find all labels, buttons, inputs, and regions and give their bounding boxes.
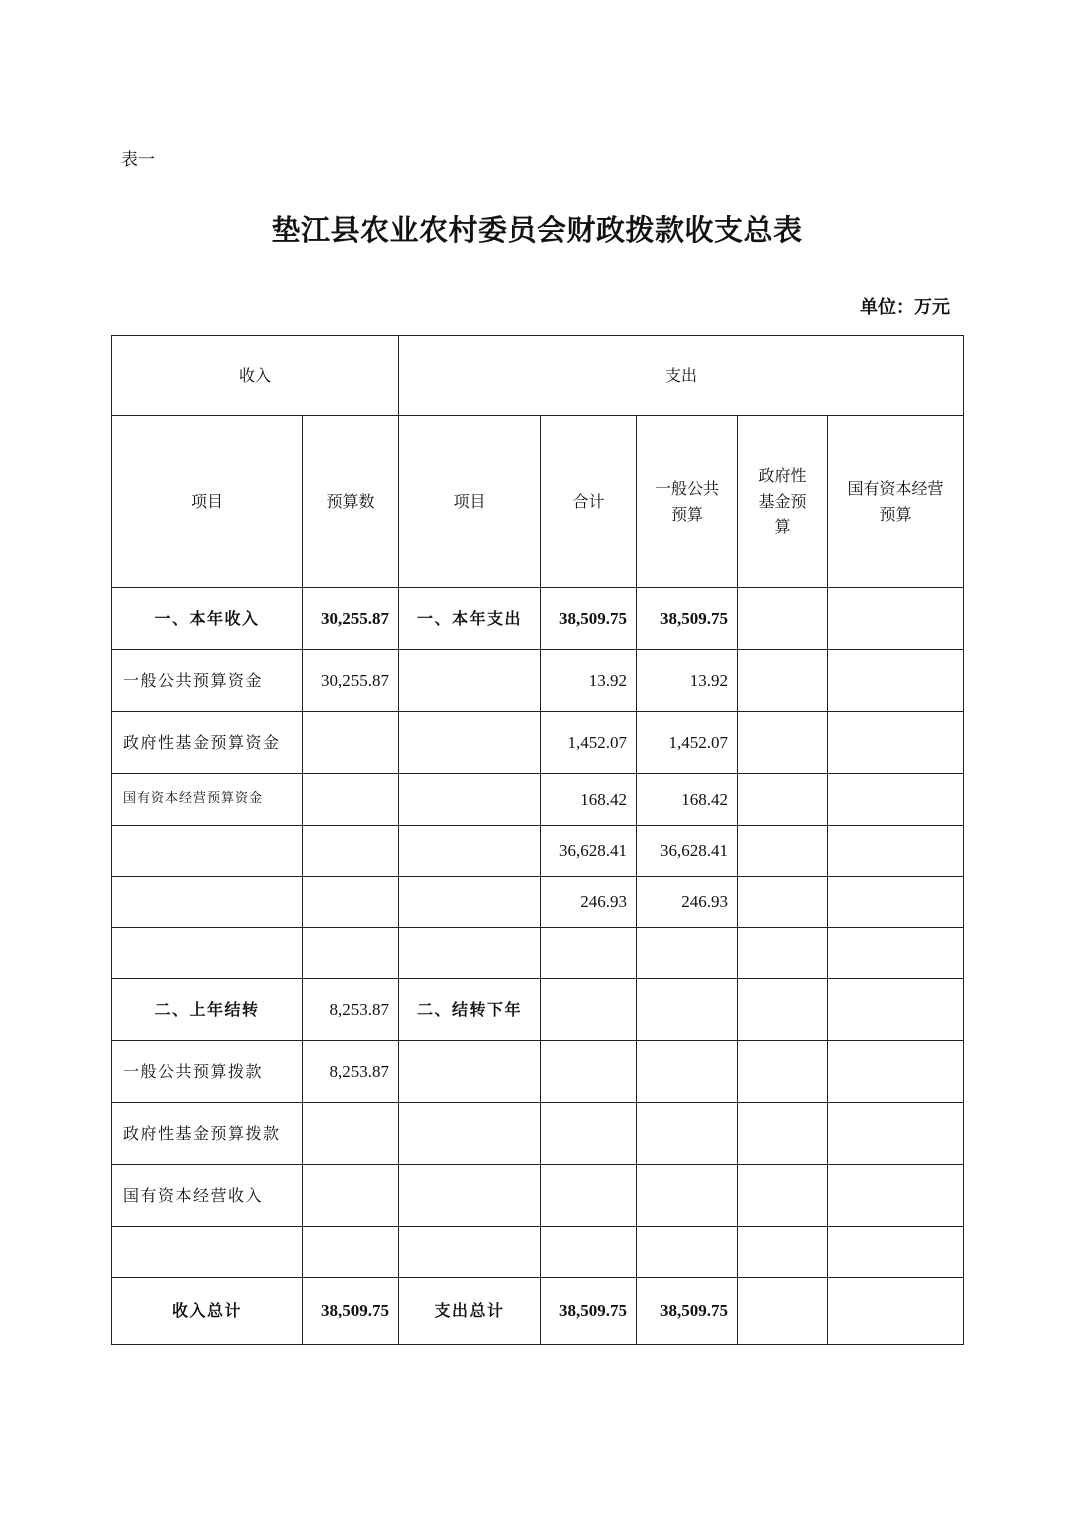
table-row (112, 774, 964, 826)
income-item-cell: 一、本年收入 (112, 588, 303, 650)
expense-total-cell: 36,628.41 (541, 826, 637, 877)
expense-item-cell: 二、结转下年 (399, 979, 541, 1041)
income-item-header: 项目 (112, 416, 303, 588)
expense-gov-fund-cell (738, 1103, 828, 1165)
expense-state-capital-cell (828, 877, 964, 928)
income-budget-cell: 8,253.87 (303, 1041, 399, 1103)
expense-total-cell (541, 979, 637, 1041)
total-row (112, 1278, 964, 1345)
expense-state-capital-total-value (828, 1278, 964, 1345)
expense-general-cell: 1,452.07 (637, 712, 738, 774)
expense-state-capital-cell (828, 712, 964, 774)
expense-general-cell (637, 928, 738, 979)
expense-item-cell (399, 650, 541, 712)
expense-gov-fund-cell (738, 877, 828, 928)
expense-item-cell (399, 1103, 541, 1165)
expense-item-cell (399, 826, 541, 877)
table-label: 表一 (121, 150, 155, 170)
income-budget-cell: 8,253.87 (303, 979, 399, 1041)
expense-state-capital-header: 国有资本经营 预算 (828, 416, 964, 588)
expense-total-header: 合计 (541, 416, 637, 588)
expense-state-capital-cell (828, 826, 964, 877)
table-row (112, 877, 964, 928)
income-budget-cell (303, 928, 399, 979)
expense-general-cell (637, 979, 738, 1041)
table-row (112, 1165, 964, 1227)
expense-total-cell: 13.92 (541, 650, 637, 712)
expense-gov-fund-cell (738, 826, 828, 877)
income-budget-cell (303, 1227, 399, 1278)
income-item-cell (112, 826, 303, 877)
expense-total-cell (541, 1041, 637, 1103)
table-row (112, 588, 964, 650)
expense-gov-fund-cell (738, 928, 828, 979)
expense-general-cell (637, 1103, 738, 1165)
income-budget-cell: 30,255.87 (303, 650, 399, 712)
expense-state-capital-cell (828, 650, 964, 712)
income-budget-cell (303, 877, 399, 928)
expense-gov-fund-cell (738, 650, 828, 712)
expense-item-cell (399, 1041, 541, 1103)
expense-total-value: 38,509.75 (541, 1278, 637, 1345)
table-row (112, 928, 964, 979)
income-item-cell (112, 877, 303, 928)
expense-general-cell: 13.92 (637, 650, 738, 712)
income-item-cell (112, 1227, 303, 1278)
expense-total-cell: 1,452.07 (541, 712, 637, 774)
expense-gov-fund-total-value (738, 1278, 828, 1345)
expense-general-cell: 38,509.75 (637, 588, 738, 650)
table-row (112, 712, 964, 774)
income-item-cell: 国有资本经营预算资金 (112, 774, 303, 826)
expense-gov-fund-cell (738, 712, 828, 774)
column-header-row (112, 416, 964, 588)
expense-item-cell: 一、本年支出 (399, 588, 541, 650)
income-item-cell: 政府性基金预算资金 (112, 712, 303, 774)
expense-gov-fund-cell (738, 588, 828, 650)
document-title: 垫江县农业农村委员会财政拨款收支总表 (271, 213, 803, 247)
expense-general-total-value: 38,509.75 (637, 1278, 738, 1345)
income-budget-cell (303, 1103, 399, 1165)
expense-total-cell: 168.42 (541, 774, 637, 826)
expense-state-capital-cell (828, 928, 964, 979)
table-row (112, 826, 964, 877)
expense-total-cell (541, 928, 637, 979)
table-row (112, 979, 964, 1041)
income-budget-cell: 30,255.87 (303, 588, 399, 650)
expense-item-cell (399, 1227, 541, 1278)
expense-state-capital-cell (828, 1103, 964, 1165)
expense-total-label: 支出总计 (399, 1278, 541, 1345)
income-budget-header: 预算数 (303, 416, 399, 588)
expense-total-cell (541, 1227, 637, 1278)
income-total-value: 38,509.75 (303, 1278, 399, 1345)
expense-gov-fund-cell (738, 774, 828, 826)
expense-total-cell (541, 1103, 637, 1165)
expense-item-cell (399, 712, 541, 774)
expense-item-cell (399, 877, 541, 928)
income-budget-cell (303, 712, 399, 774)
unit-note: 单位：万元 (860, 297, 950, 318)
expense-state-capital-cell (828, 1227, 964, 1278)
income-item-cell: 政府性基金预算拨款 (112, 1103, 303, 1165)
expense-general-cell (637, 1165, 738, 1227)
table-row (112, 1103, 964, 1165)
budget-table (111, 335, 964, 1345)
expense-general-cell: 36,628.41 (637, 826, 738, 877)
expense-total-cell: 246.93 (541, 877, 637, 928)
expense-gov-fund-header: 政府性 基金预 算 (738, 416, 828, 588)
expense-state-capital-cell (828, 979, 964, 1041)
expense-general-cell (637, 1041, 738, 1103)
table-row (112, 650, 964, 712)
income-item-cell (112, 928, 303, 979)
expense-state-capital-cell (828, 774, 964, 826)
income-item-cell: 一般公共预算资金 (112, 650, 303, 712)
expense-gov-fund-cell (738, 1165, 828, 1227)
income-budget-cell (303, 1165, 399, 1227)
table-row (112, 1227, 964, 1278)
table-row (112, 1041, 964, 1103)
expense-total-cell (541, 1165, 637, 1227)
expense-item-cell (399, 928, 541, 979)
expense-total-cell: 38,509.75 (541, 588, 637, 650)
income-budget-cell (303, 826, 399, 877)
expense-gov-fund-cell (738, 1227, 828, 1278)
expense-general-cell: 168.42 (637, 774, 738, 826)
expense-state-capital-cell (828, 1165, 964, 1227)
expense-general-header: 一般公共 预算 (637, 416, 738, 588)
expense-group-header: 支出 (399, 336, 964, 416)
expense-general-cell: 246.93 (637, 877, 738, 928)
income-budget-cell (303, 774, 399, 826)
group-header-row (112, 336, 964, 416)
income-group-header: 收入 (112, 336, 399, 416)
expense-item-header: 项目 (399, 416, 541, 588)
expense-item-cell (399, 774, 541, 826)
expense-state-capital-cell (828, 1041, 964, 1103)
expense-gov-fund-cell (738, 979, 828, 1041)
income-item-cell: 一般公共预算拨款 (112, 1041, 303, 1103)
income-item-cell: 国有资本经营收入 (112, 1165, 303, 1227)
income-item-cell: 二、上年结转 (112, 979, 303, 1041)
expense-gov-fund-cell (738, 1041, 828, 1103)
income-total-label: 收入总计 (112, 1278, 303, 1345)
expense-item-cell (399, 1165, 541, 1227)
expense-state-capital-cell (828, 588, 964, 650)
expense-general-cell (637, 1227, 738, 1278)
